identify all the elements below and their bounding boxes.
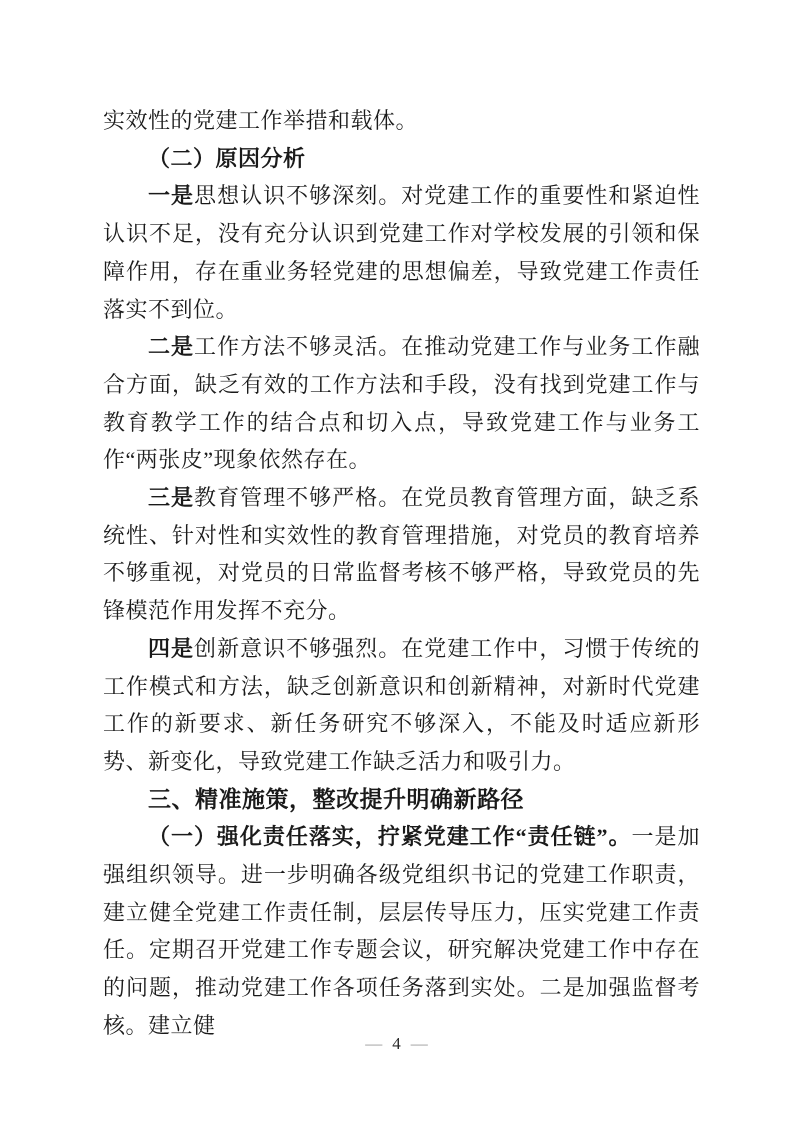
paragraph-measure-1: [103, 818, 700, 1044]
heading-section-three: [103, 781, 700, 819]
text-run: 一是: [148, 183, 195, 209]
paragraph-reason-1: [103, 177, 700, 328]
text-run: 三是: [148, 485, 195, 511]
heading-reason-analysis: [103, 140, 700, 178]
paragraph-reason-3: [103, 479, 700, 630]
text-run: 二是: [148, 334, 195, 360]
page-number: 4: [392, 1034, 401, 1053]
text-run: 教育管理不够严格。在党员教育管理方面，缺乏系统性、针对性和实效性的教育管理措施，对党员的教育培养不够重视，对党员的日常监督考核不够严格，导致党员的先锋模范作用发挥不充分。: [103, 485, 700, 624]
text-run: 一是加强组织领导。进一步明确各级党组织书记的党建工作职责，建立健全党建工作责任制，层层传导压力，压实党建工作责任。定期召开党建工作专题会议，研究解决党建工作中存在的问题，推动党建工作各项任务落到实处。二是加强监督考核。建立健: [103, 824, 700, 1038]
text-run: 思想认识不够深刻。对党建工作的重要性和紧迫性认识不足，没有充分认识到党建工作对学校发展的引领和保障作用，存在重业务轻党建的思想偏差，导致党建工作责任落实不到位。: [103, 183, 700, 322]
paragraph-reason-4: [103, 630, 700, 781]
text-run: （二）原因分析: [148, 145, 306, 171]
paragraph-continuation: [103, 102, 700, 140]
text-run: 四是: [148, 635, 195, 661]
text-run: 创新意识不够强烈。在党建工作中，习惯于传统的工作模式和方法，缺乏创新意识和创新精神，对新时代党建工作的新要求、新任务研究不够深入，不能及时适应新形势、新变化，导致党建工作缺乏活力和吸引力。: [103, 635, 700, 774]
paragraph-reason-2: [103, 328, 700, 479]
document-body: [103, 102, 700, 1045]
page-footer: [0, 1034, 793, 1054]
text-run: （一）强化责任落实，拧紧党建工作“责任链”。: [148, 824, 632, 850]
footer-dash-left: —: [365, 1034, 383, 1053]
text-run: 工作方法不够灵活。在推动党建工作与业务工作融合方面，缺乏有效的工作方法和手段，没有找到党建工作与教育教学工作的结合点和切入点，导致党建工作与业务工作“两张皮”现象依然存在。: [103, 334, 700, 473]
footer-dash-right: —: [410, 1034, 428, 1053]
text-run: 实效性的党建工作举措和载体。: [103, 108, 419, 133]
text-run: 三、精准施策，整改提升明确新路径: [148, 785, 524, 812]
